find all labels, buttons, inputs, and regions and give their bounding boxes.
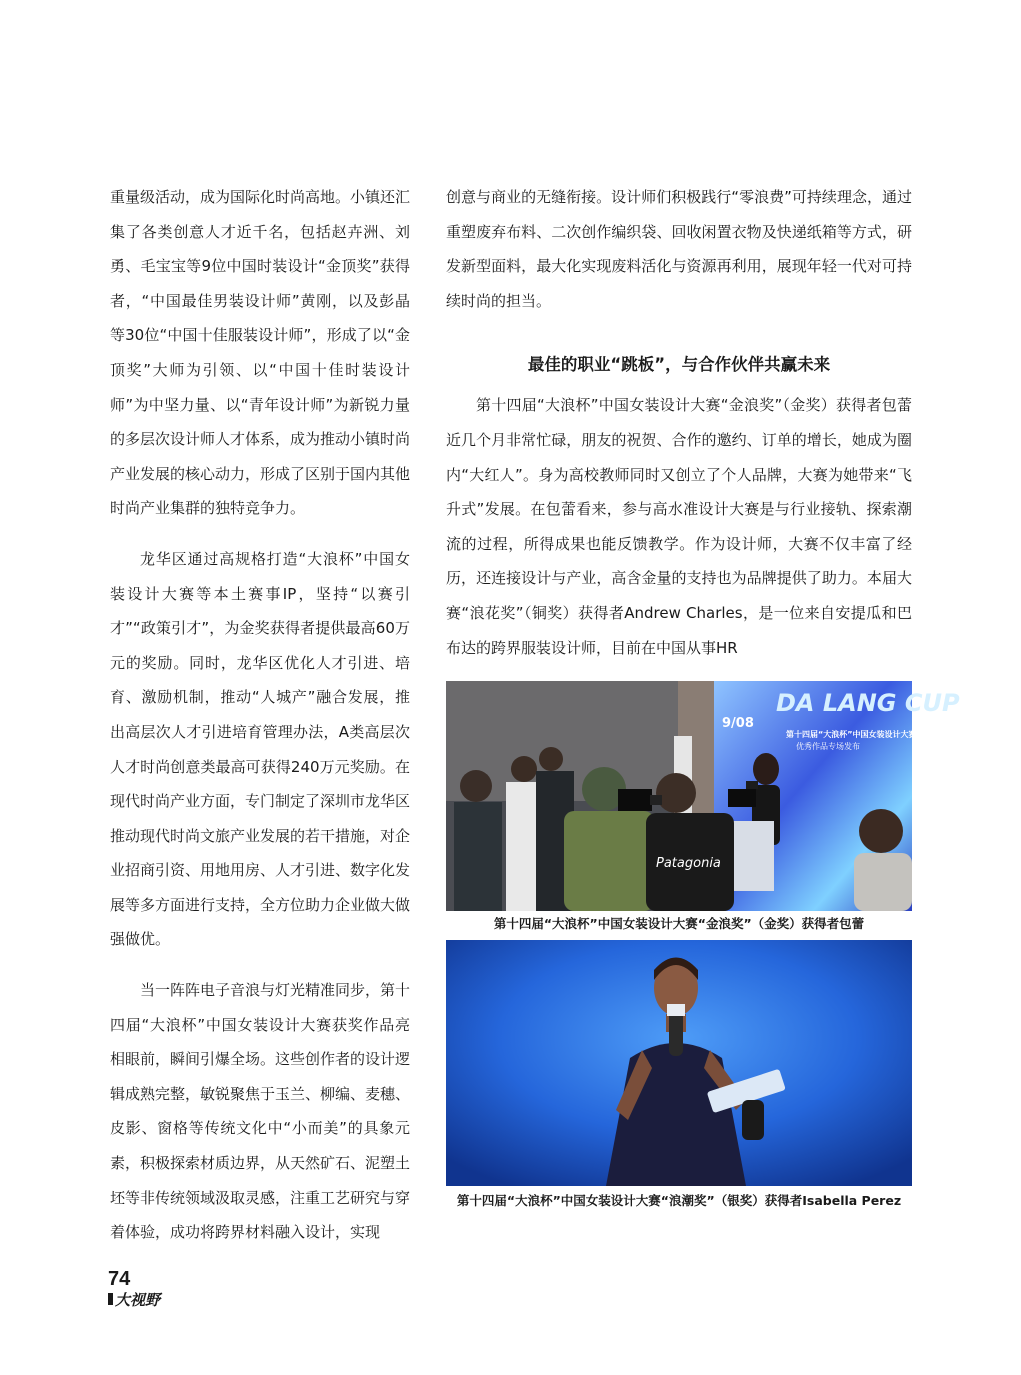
photo-caption: 第十四届“大浪杯”中国女装设计大赛“金浪奖”（金奖）获得者包蕾 [493, 916, 865, 931]
speaker-scene-illustration [446, 940, 912, 1186]
press-photo-gold-award [446, 681, 960, 911]
press-scene-illustration [446, 681, 960, 911]
article-paragraph: 创意与商业的无缝衔接。设计师们积极践行“零浪费”可持续理念，通过重塑废弃布料、二次创作编织袋、回收闲置衣物及快递纸箱等方式，研发新型面料，最大化实现废料活化与资源再利用，展现年轻一代对可持续时尚的担当。 [446, 188, 912, 310]
backdrop-subtitle: 优秀作品专场发布 [796, 742, 860, 751]
article-paragraph: 当一阵阵电子音浪与灯光精准同步，第十四届“大浪杯”中国女装设计大赛获奖作品亮相眼前，瞬间引爆全场。这些创作者的设计逻辑成熟完整，敏锐聚焦于玉兰、柳编、麦穗、皮影、窗格等传统文化中“小而美”的具象元素，积极探索材质边界，从天然矿石、泥塑土坯等非传统领域汲取灵感，注重工艺研究与穿着体验，成功将跨界材料融入设计，实现 [110, 981, 411, 1242]
backdrop-title: DA LANG CUP [776, 689, 960, 717]
left-column [110, 180, 410, 1266]
magazine-title: 大视野 [115, 1291, 161, 1309]
article-paragraph: 重量级活动，成为国际化时尚高地。小镇还汇集了各类创意人才近千名，包括赵卉洲、刘勇、毛宝宝等9位中国时装设计“金顶奖”获得者，“中国最佳男装设计师”黄刚，以及彭晶等30位“中国十佳服装设计师”，形成了以“金顶奖”大师为引领、以“中国十佳时装设计师”为中坚力量、以“青年设计师”为新锐力量的多层次设计师人才体系，成为推动小镇时尚产业发展的核心动力，形成了区别于国内其他时尚产业集群的独特竞争力。 [110, 188, 411, 518]
right-column [446, 180, 912, 681]
backdrop-brand: 第十四届“大浪杯”中国女装设计大赛 [786, 730, 917, 739]
photo-caption: 第十四届“大浪杯”中国女装设计大赛“浪潮奖”（银奖）获得者Isabella Perez [456, 1193, 902, 1208]
press-photo-silver-award [446, 940, 912, 1186]
article-paragraph: 龙华区通过高规格打造“大浪杯”中国女装设计大赛等本土赛事IP，坚持“以赛引才”“政策引才”，为金奖获得者提供最高60万元的奖励。同时，龙华区优化人才引进、培育、激励机制，推动“人城产”融合发展，推出高层次人才引进培育管理办法，A类高层次人才时尚创意类最高可获得240万元奖励。在现代时尚产业方面，专门制定了深圳市龙华区推动现代时尚文旅产业发展的若干措施，对企业招商引资、用地用房、人才引进、数字化发展等多方面进行支持，全方位助力企业做大做强做优。 [110, 549, 411, 949]
section-heading: 最佳的职业“跳板”，与合作伙伴共赢未来 [527, 355, 831, 375]
page-number: 74 [108, 1268, 131, 1290]
article-paragraph: 第十四届“大浪杯”中国女装设计大赛“金浪奖”（金奖）获得者包蕾近几个月非常忙碌，朋友的祝贺、合作的邀约、订单的增长，她成为圈内“大红人”。身为高校教师同时又创立了个人品牌，大赛为她带来“飞升式”发展。在包蕾看来，参与高水准设计大赛是与行业接轨、探索潮流的过程，所得成果也能反馈教学。作为设计师，大赛不仅丰富了经历，还连接设计与产业，高含金量的支持也为品牌提供了助力。本届大赛“浪花奖”（铜奖）获得者Andrew Charles，是一位来自安提瓜和巴布达的跨界服装设计师，目前在中国从事HR [446, 396, 912, 657]
magazine-logo [108, 1290, 168, 1308]
shirt-logo-text: Patagonia [656, 856, 721, 871]
backdrop-date: 9/08 [722, 716, 754, 731]
